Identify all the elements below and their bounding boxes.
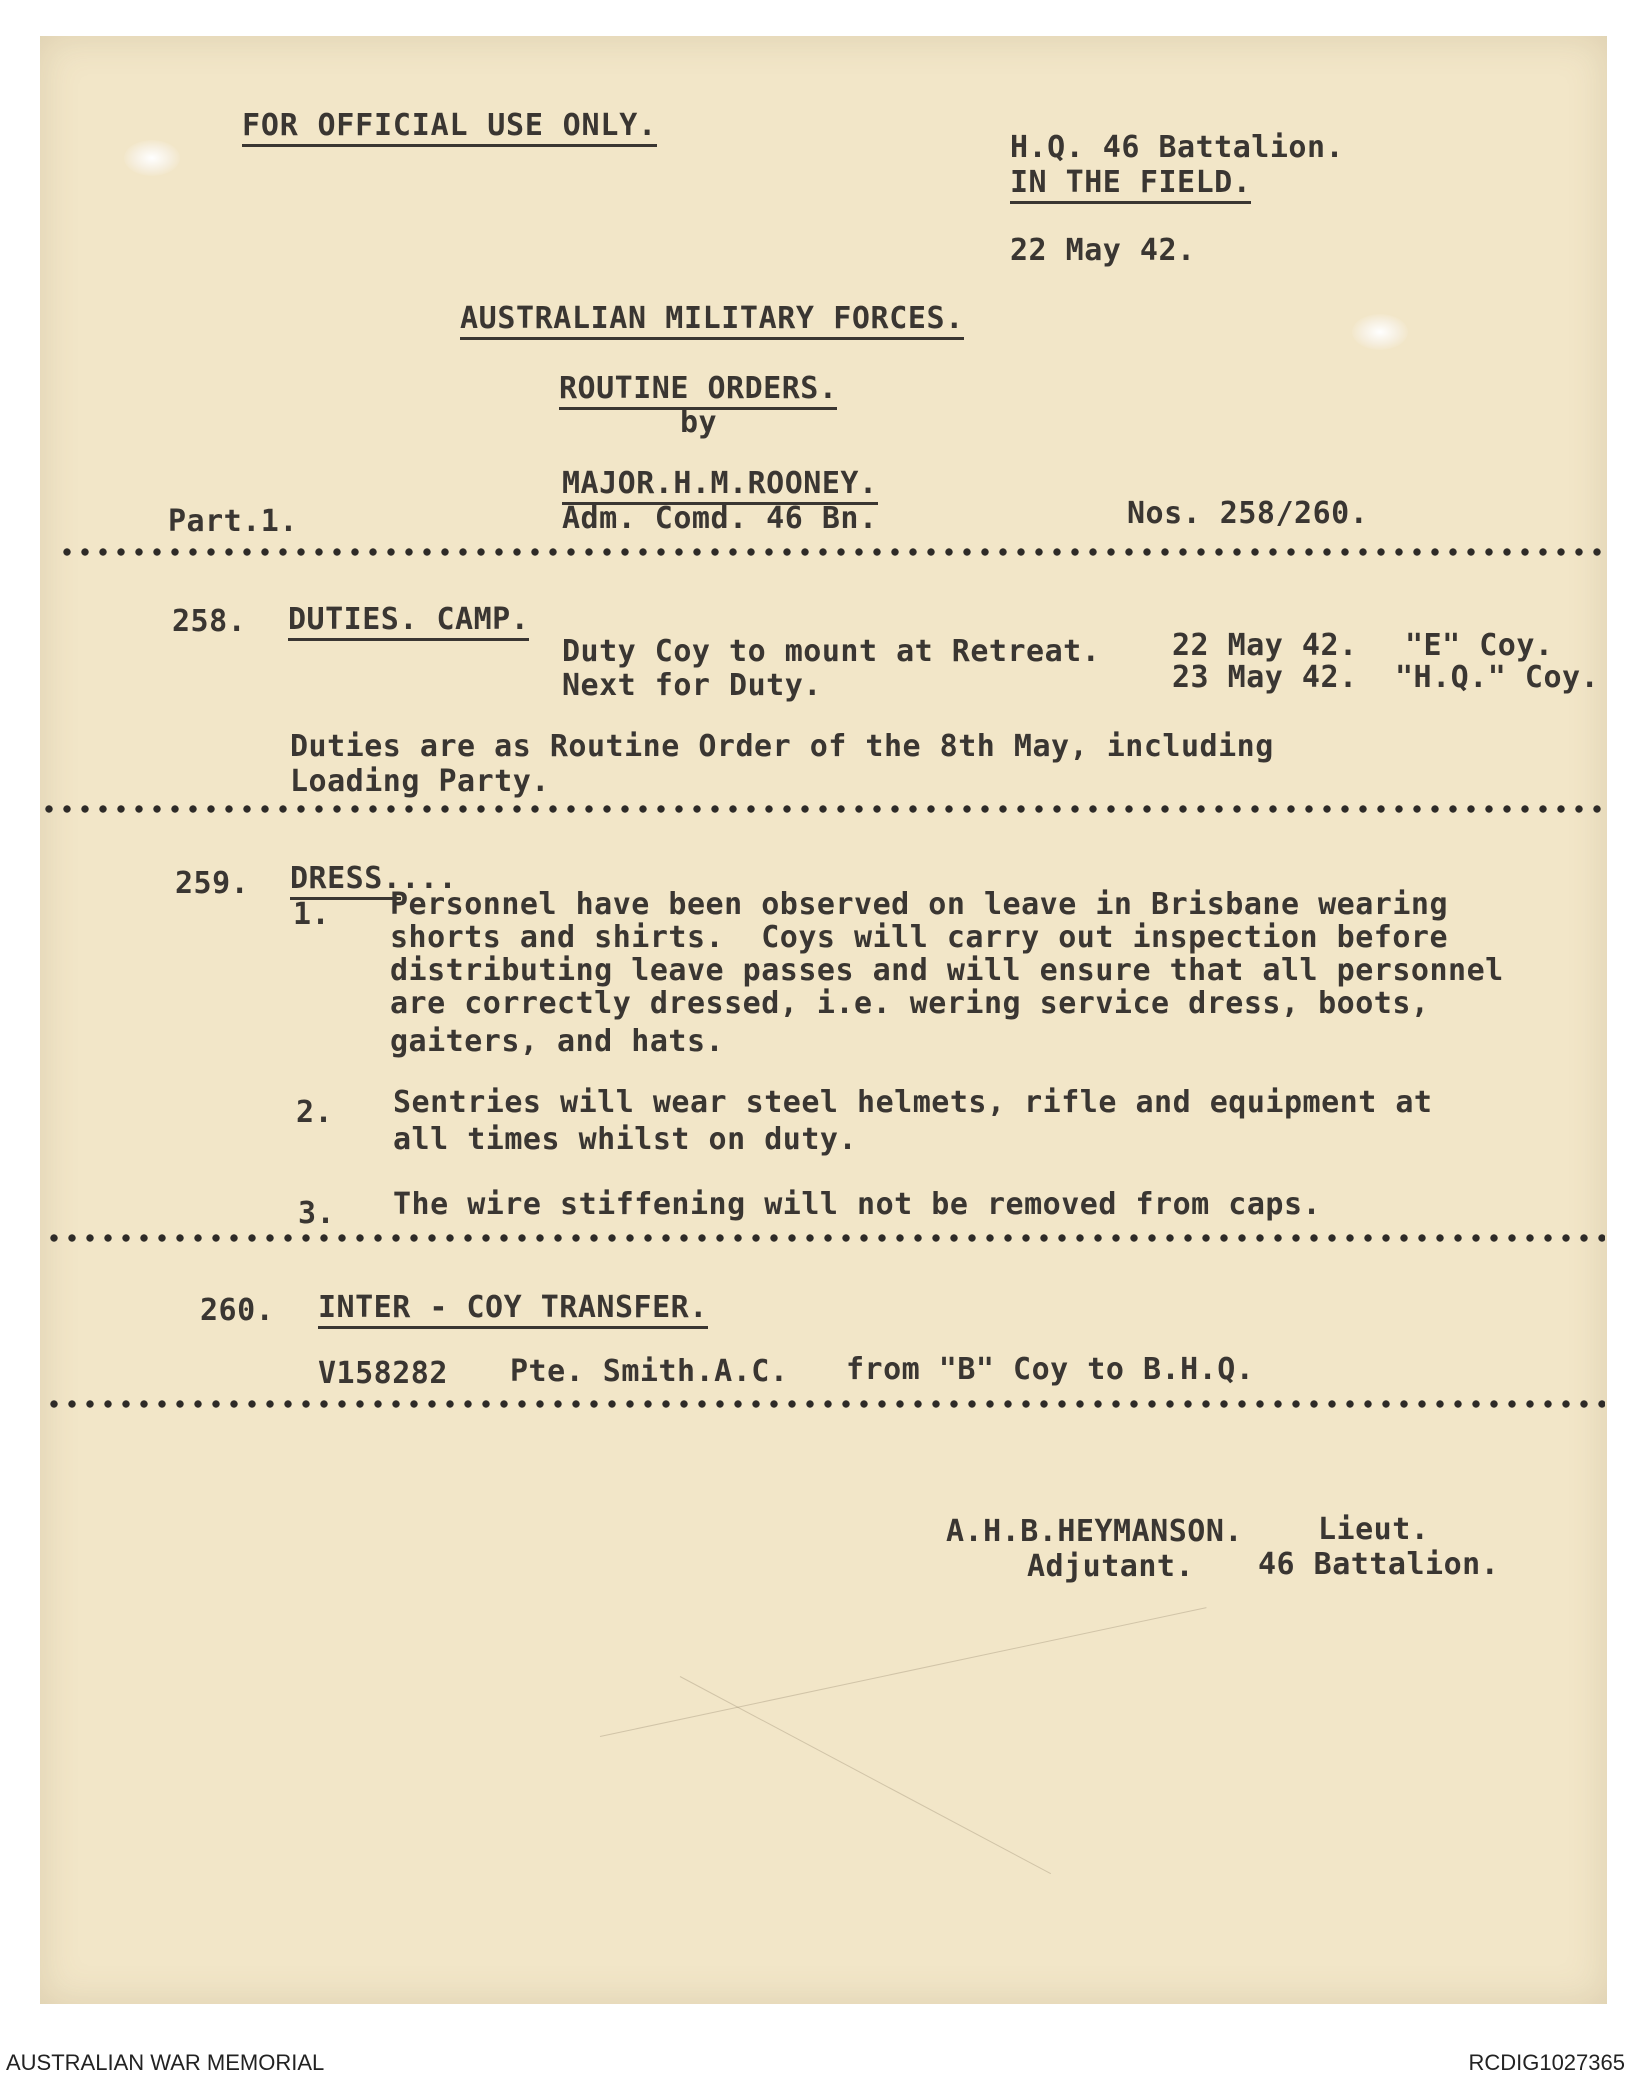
document-date: 22 May 42.	[1010, 233, 1196, 268]
duty-line-label: Duty Coy to mount at Retreat.	[562, 634, 1101, 669]
item-line: Sentries will wear steel helmets, rifle and equipment at	[393, 1085, 1433, 1120]
order-number: 259.	[175, 866, 250, 901]
transfer-detail: from "B" Coy to B.H.Q.	[846, 1352, 1255, 1387]
forces-heading: AUSTRALIAN MILITARY FORCES.	[460, 301, 964, 340]
order-title: DUTIES. CAMP.	[288, 602, 529, 641]
order-numbers: Nos. 258/260.	[1127, 496, 1369, 531]
paper-crease-mark	[124, 140, 180, 176]
order-title-suffix: ...	[401, 861, 458, 896]
archive-footer	[0, 2042, 1635, 2082]
order-number: 258.	[172, 604, 247, 639]
item-number: 3.	[298, 1196, 336, 1231]
archive-name: AUSTRALIAN WAR MEMORIAL	[6, 2050, 325, 2075]
order-title: INTER - COY TRANSFER.	[318, 1290, 708, 1329]
paper-crease-mark	[1352, 314, 1408, 350]
dotted-divider	[45, 1234, 1605, 1242]
next-duty-coy: "H.Q." Coy.	[1395, 660, 1600, 695]
signatory-role: Adjutant.	[1027, 1549, 1195, 1584]
item-line: all times whilst on duty.	[393, 1122, 858, 1157]
admin-command-line: Adm. Comd. 46 Bn.	[562, 501, 878, 536]
item-line: are correctly dressed, i.e. wering service dress, boots,	[390, 986, 1430, 1021]
signatory-rank: Lieut.	[1318, 1512, 1430, 1547]
routine-orders-heading: ROUTINE ORDERS.	[559, 371, 837, 410]
dotted-divider	[40, 805, 1604, 813]
hq-line: H.Q. 46 Battalion.	[1010, 130, 1345, 165]
next-duty-date: 23 May 42.	[1172, 660, 1358, 695]
item-line: distributing leave passes and will ensure that all personnel	[390, 953, 1504, 988]
duties-note-line: Loading Party.	[290, 764, 550, 799]
next-duty-label: Next for Duty.	[562, 668, 822, 703]
item-line: Personnel have been observed on leave in Brisbane wearing	[390, 887, 1449, 922]
paper-fold-line	[600, 1607, 1207, 1737]
dotted-divider	[58, 548, 1604, 556]
item-number: 2.	[296, 1095, 334, 1130]
dotted-divider	[45, 1400, 1605, 1408]
order-title: DRESS.	[290, 861, 401, 900]
major-name: MAJOR.H.M.ROONEY.	[562, 466, 878, 505]
duties-note-line: Duties are as Routine Order of the 8th May, including	[290, 729, 1274, 764]
signatory-unit: 46 Battalion.	[1258, 1547, 1500, 1582]
paper-fold-line	[680, 1676, 1051, 1874]
archive-item-id: RCDIG1027365	[1468, 2050, 1625, 2075]
item-line: The wire stiffening will not be removed from caps.	[393, 1187, 1322, 1222]
item-number: 1.	[293, 897, 331, 932]
duty-line-date: 22 May 42.	[1172, 628, 1358, 663]
item-line: gaiters, and hats.	[390, 1024, 725, 1059]
part-label: Part.1.	[168, 504, 298, 539]
duty-line-coy: "E" Coy.	[1405, 628, 1554, 663]
order-number: 260.	[200, 1293, 275, 1328]
by-line: by	[680, 405, 718, 440]
service-number: V158282	[318, 1356, 448, 1391]
official-use-heading: FOR OFFICIAL USE ONLY.	[242, 108, 657, 147]
item-line: shorts and shirts. Coys will carry out inspection before	[390, 920, 1449, 955]
signatory-name: A.H.B.HEYMANSON.	[946, 1514, 1243, 1549]
soldier-name: Pte. Smith.A.C.	[510, 1354, 789, 1389]
in-the-field-line: IN THE FIELD.	[1010, 165, 1251, 204]
